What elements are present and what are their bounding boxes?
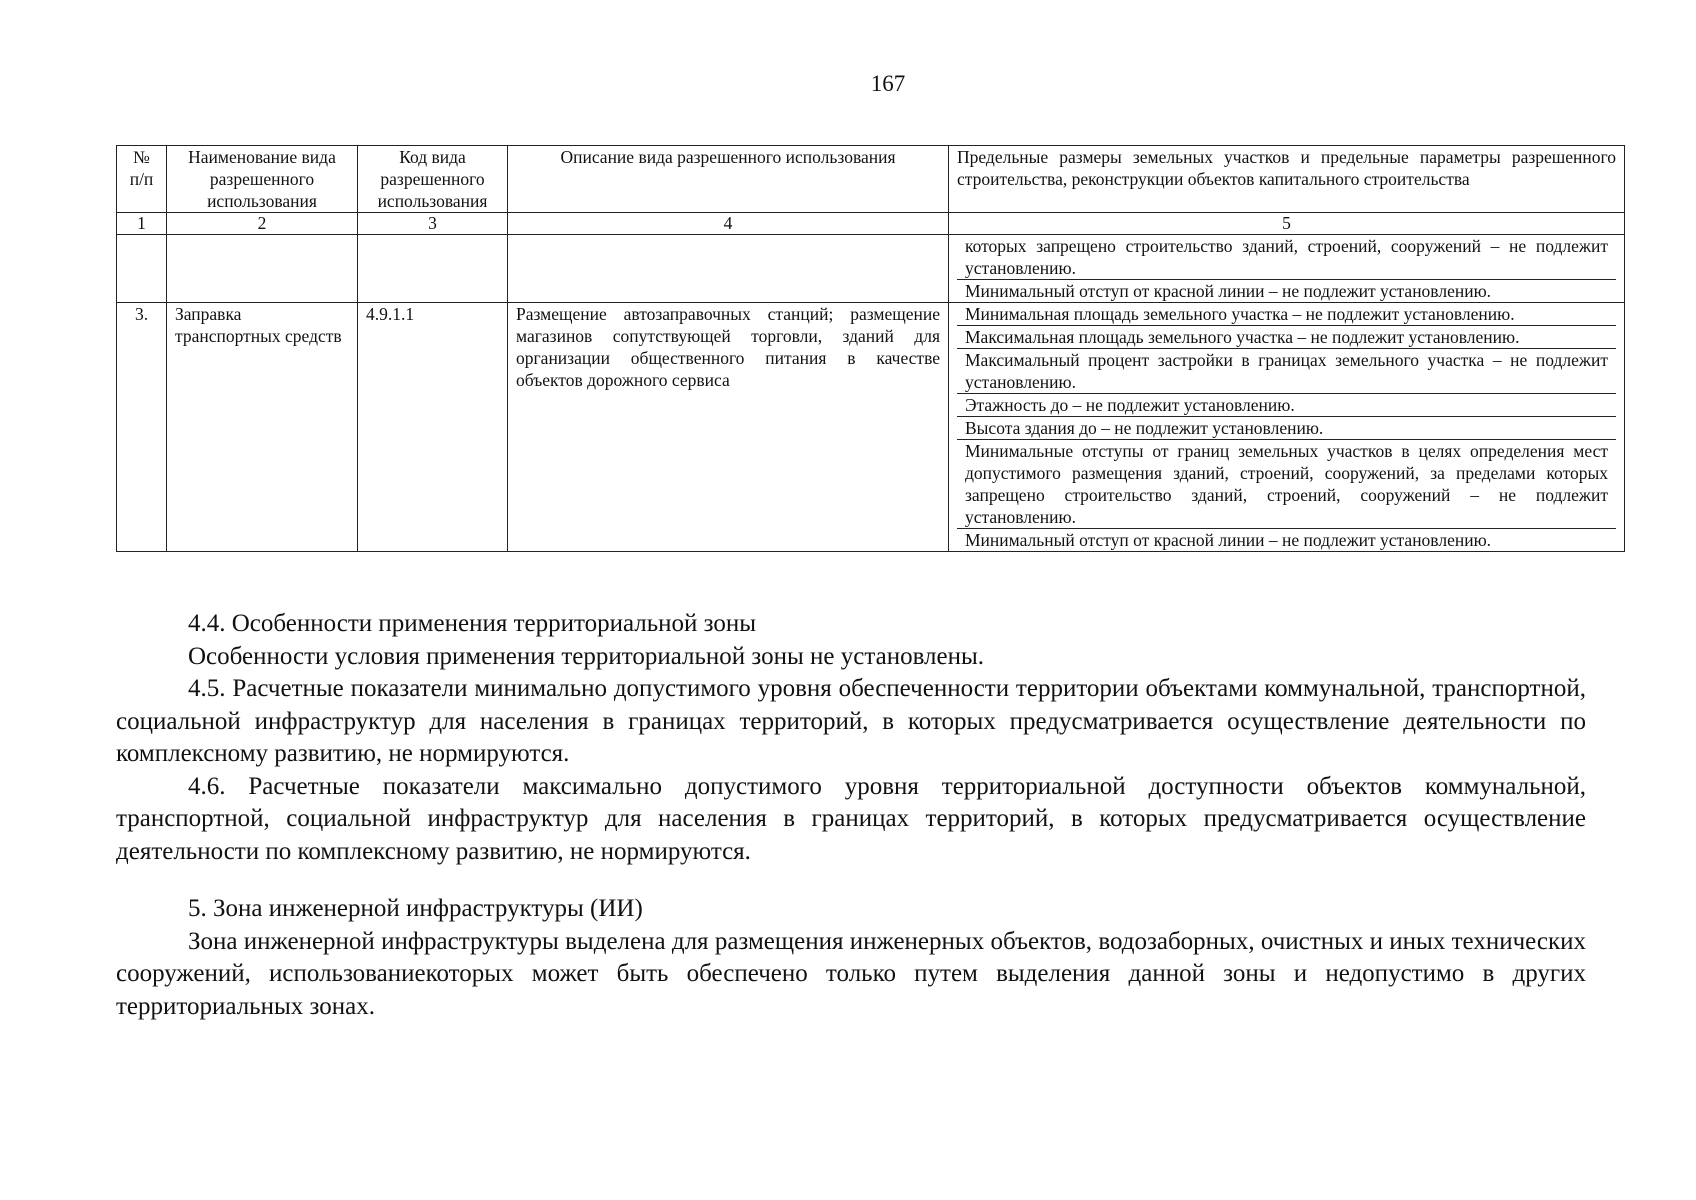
column-number: 2: [167, 213, 358, 235]
limits-cell: [949, 303, 1625, 552]
use-type-code: 4.9.1.1: [358, 303, 508, 552]
column-number: 3: [358, 213, 508, 235]
section-5: [116, 893, 1586, 1023]
table-row-continuation: [117, 235, 1625, 303]
paragraph-5: Зона инженерной инфраструктуры выделена для размещения инженерных объектов, водозаборных, очистных и иных технических сооружений, использованиекоторых может быть обеспечено только путем выделения данной зоны и недопустимо в других территориальных зонах.: [116, 927, 1586, 1020]
column-number: 5: [949, 213, 1625, 235]
column-number: 1: [117, 213, 167, 235]
limit-item: Минимальная площадь земельного участка – не подлежит установлению.: [957, 303, 1616, 326]
limit-item: Максимальная площадь земельного участка – не подлежит установлению.: [957, 326, 1616, 349]
paragraph-4-5: 4.5. Расчетные показатели минимально допустимого уровня обеспеченности территории объектами коммунальной, транспортной, социальной инфраструктур для населения в границах территорий, в которых предусматривается осуществление деятельности по комплексному развитию, не нормируются.: [116, 675, 1586, 767]
empty-cell: [167, 235, 358, 303]
header-description: Описание вида разрешенного использования: [508, 146, 949, 213]
use-type-name: Заправка транспортных средств: [167, 303, 358, 552]
column-number-row: [117, 213, 1625, 235]
section-4: [116, 608, 1586, 868]
limit-item: которых запрещено строительство зданий, строений, сооружений – не подлежит установлению.: [957, 235, 1616, 280]
page-number: 167: [870, 71, 906, 96]
regulations-table: [116, 145, 1625, 552]
empty-cell: [117, 235, 167, 303]
section-heading-4-4: 4.4. Особенности применения территориальной зоны: [188, 610, 757, 637]
limit-item: Минимальные отступы от границ земельных участков в целях определения мест допустимого размещения зданий, строений, сооружений, за пределами которых запрещено строительство зданий, строений, сооружений – не подлежит установлению.: [957, 440, 1616, 529]
limit-item: Максимальный процент застройки в границах земельного участка – не подлежит установлению.: [957, 349, 1616, 394]
table-header-row: [117, 146, 1625, 213]
limit-item: Минимальный отступ от красной линии – не подлежит установлению.: [965, 530, 1492, 550]
empty-cell: [508, 235, 949, 303]
use-type-description: Размещение автозаправочных станций; размещение магазинов сопутствующей торговли, зданий для организации общественного питания в качестве объектов дорожного сервиса: [508, 303, 949, 552]
limits-cell: [949, 235, 1625, 303]
regulations-table-container: [116, 145, 1624, 552]
limit-item: Высота здания до – не подлежит установлению.: [957, 417, 1616, 440]
header-num: № п/п: [117, 146, 167, 213]
header-limits: Предельные размеры земельных участков и предельные параметры разрешенного строительства, реконструкции объектов капитального строительства: [949, 146, 1625, 213]
paragraph-4-4: Особенности условия применения территориальной зоны не установлены.: [188, 642, 985, 670]
section-heading-5: 5. Зона инженерной инфраструктуры (ИИ): [188, 895, 643, 922]
header-name: Наименование вида разрешенного использования: [167, 146, 358, 213]
column-number: 4: [508, 213, 949, 235]
paragraph-4-6: 4.6. Расчетные показатели максимально допустимого уровня территориальной доступности объектов коммунальной, транспортной, социальной инфраструктур для населения в границах территорий, в которых предусматривается осуществление деятельности по комплексному развитию, не нормируются.: [116, 772, 1586, 865]
table-row: [117, 303, 1625, 552]
limit-item: Минимальный отступ от красной линии – не подлежит установлению.: [965, 281, 1492, 301]
row-number: 3.: [117, 303, 167, 552]
header-code: Код вида разрешенного использования: [358, 146, 508, 213]
limit-item: Этажность до – не подлежит установлению.: [957, 394, 1616, 417]
empty-cell: [358, 235, 508, 303]
